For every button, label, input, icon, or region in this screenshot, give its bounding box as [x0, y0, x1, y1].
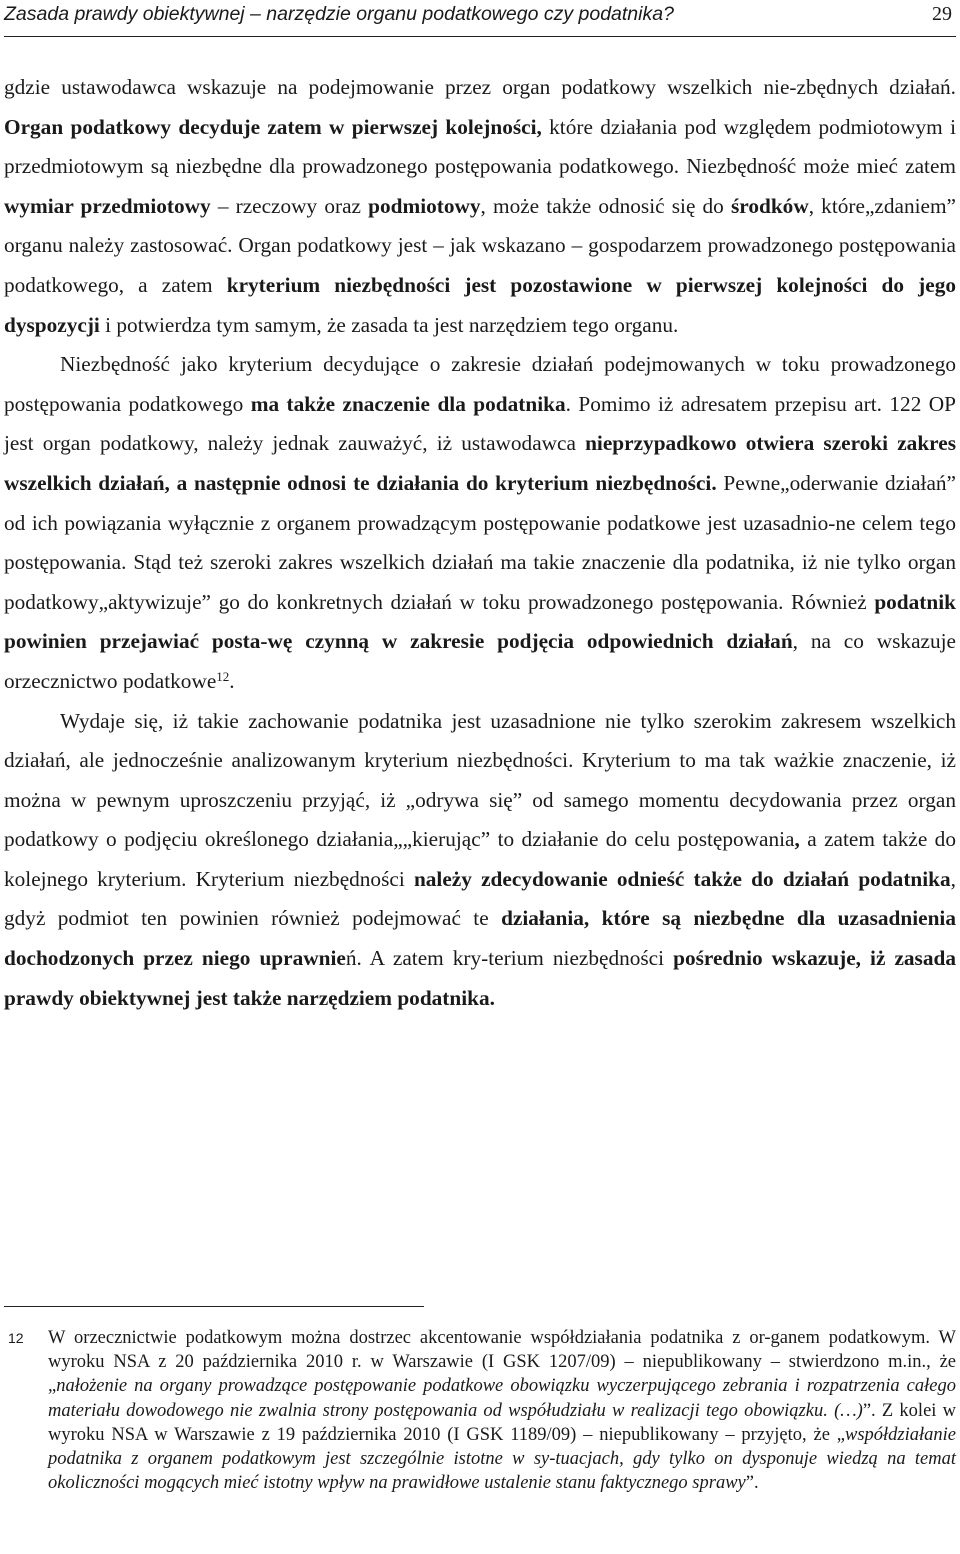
footnote-number: 12 [8, 1330, 24, 1346]
bold-text: nieprzypadkowo otwiera szeroki zakres wszelkich działań, a następnie odnosi te działania do kryterium niezbędności. [4, 431, 956, 495]
text-run: Pewne„oderwanie działań” od ich powiązania wyłącznie z organem prowadzącym postępowanie podatkowe jest uzasadnio-ne celem tego postępowania. Stąd też szeroki zakres wszelkich działań ma takie znaczenie dla podatnika, iż nie tylko organ podatkowy„aktywizuje” go do konkretnych działań w toku prowadzonego postępowania. Również [4, 470, 957, 614]
text-run: a zatem także do kolejnego kryterium. Kryterium niezbędności [4, 827, 956, 891]
bold-text: wymiar przedmiotowy [4, 193, 211, 218]
bold-text: działania, które są niezbędne dla uzasadnienia dochodzonych przez niego uprawnie [4, 906, 956, 971]
text-run: które działania pod względem podmiotowym i przedmiotowym są niezbędne dla prowadzonego postępowania podatkowego. Niezbędność może mieć zatem [4, 114, 956, 179]
paragraph [4, 345, 956, 701]
text-run: , które„zdaniem” organu należy zastosować. Organ podatkowy jest – jak wskazano – gospodarzem prowadzonego postępowania podatkowego, a zatem [4, 193, 956, 297]
text-run: ”. Z kolei w wyroku NSA w Warszawie z 19 października 2010 (I GSK 1189/09) – niepublikowany – przyjęto, że „ [48, 1400, 956, 1445]
text-run: – rzeczowy oraz [210, 193, 369, 218]
running-header [4, 0, 956, 37]
bold-text: kryterium niezbędności jest pozostawione w pierwszej kolejności do jego dyspozycji [4, 272, 956, 337]
body-text [4, 68, 956, 1018]
italic-quote: nałożenie na organy prowadzące postępowanie podatkowe obowiązku wyczerpującego zebrania i rozpatrzenia całego materiału dowodowego nie zwalnia strony postępowania od współudziału w realizacji tego obowiązku. (…) [48, 1376, 956, 1421]
text-run: gdzie ustawodawca wskazuje na podejmowanie przez organ podatkowy wszelkich nie-zbędnych działań. [4, 75, 956, 99]
paragraph [4, 702, 956, 1019]
text-run: , gdyż podmiot ten powinien również podejmować te [4, 866, 956, 931]
bold-text: Organ podatkowy decyduje zatem w pierwszej kolejności, [4, 114, 542, 139]
bold-text: podmiotowy [368, 193, 481, 218]
footnote [4, 1326, 956, 1495]
header-title: Zasada prawdy obiektywnej – narzędzie organu podatkowego czy podatnika? [4, 3, 674, 25]
text-run: ”. [745, 1473, 759, 1494]
bold-text: ma także znaczenie dla podatnika [250, 391, 566, 416]
text-run: W orzecznictwie podatkowym można dostrzec akcentowanie współdziałania podatnika z or-ganem podatkowym. W wyroku NSA z 20 października 2010 r. w Warszawie (I GSK 1207/09) – niepublikowany – stwierdzono m.in., że „ [48, 1328, 956, 1397]
italic-quote: współdziałanie podatnika z organem podatkowym jest szczególnie istotne w sy-tuacjach, gdy tylko on dysponuje wiedzą na temat okoliczności mogących mieć istotny wpływ na prawidłowe ustalenie stanu faktycznego sprawy [48, 1424, 956, 1494]
text-run: , może także odnosić się do [480, 193, 731, 218]
bold-text: , [794, 827, 800, 852]
bold-text: środków [730, 193, 809, 218]
footnote-divider [4, 1306, 424, 1307]
footnote-text [48, 1326, 956, 1495]
footnote-reference: 12 [216, 668, 230, 684]
text-run: . [229, 668, 235, 693]
text-run: Wydaje się, iż takie zachowanie podatnika jest uzasadnione nie tylko szerokim zakresem wszelkich działań, ale jednocześnie analizowanym kryterium niezbędności. Kryterium to ma tak ważkie znaczenie, iż można w pewnym uproszczeniu przyjąć, iż „odrywa się” od samego momentu decydowania przez organ podatkowy o podjęciu określonego działania„„kierując” to działanie do celu postępowania [4, 708, 956, 852]
text-run: Niezbędność jako kryterium decydujące o zakresie działań podejmowanych w toku prowadzonego postępowania podatkowego [4, 352, 956, 416]
text-run: , na co wskazuje orzecznictwo podatkowe [4, 629, 956, 693]
bold-text: należy zdecydowanie odnieść także do działań podatnika [413, 866, 951, 891]
paragraph [4, 68, 956, 345]
page-number: 29 [932, 3, 952, 25]
text-run: ń. A zatem kry-terium niezbędności [345, 946, 674, 971]
bold-text: podatnik powinien przejawiać posta-wę czynną w zakresie podjęcia odpowiednich działań [4, 589, 956, 654]
bold-text: pośrednio wskazuje, iż zasada prawdy obiektywnej jest także narzędziem podatnika. [4, 946, 956, 1010]
text-run: . Pomimo iż adresatem przepisu art. 122 OP jest organ podatkowy, należy jednak zauważyć, iż ustawodawca [4, 391, 957, 456]
text-run: i potwierdza tym samym, że zasada ta jest narzędziem tego organu. [99, 312, 679, 337]
